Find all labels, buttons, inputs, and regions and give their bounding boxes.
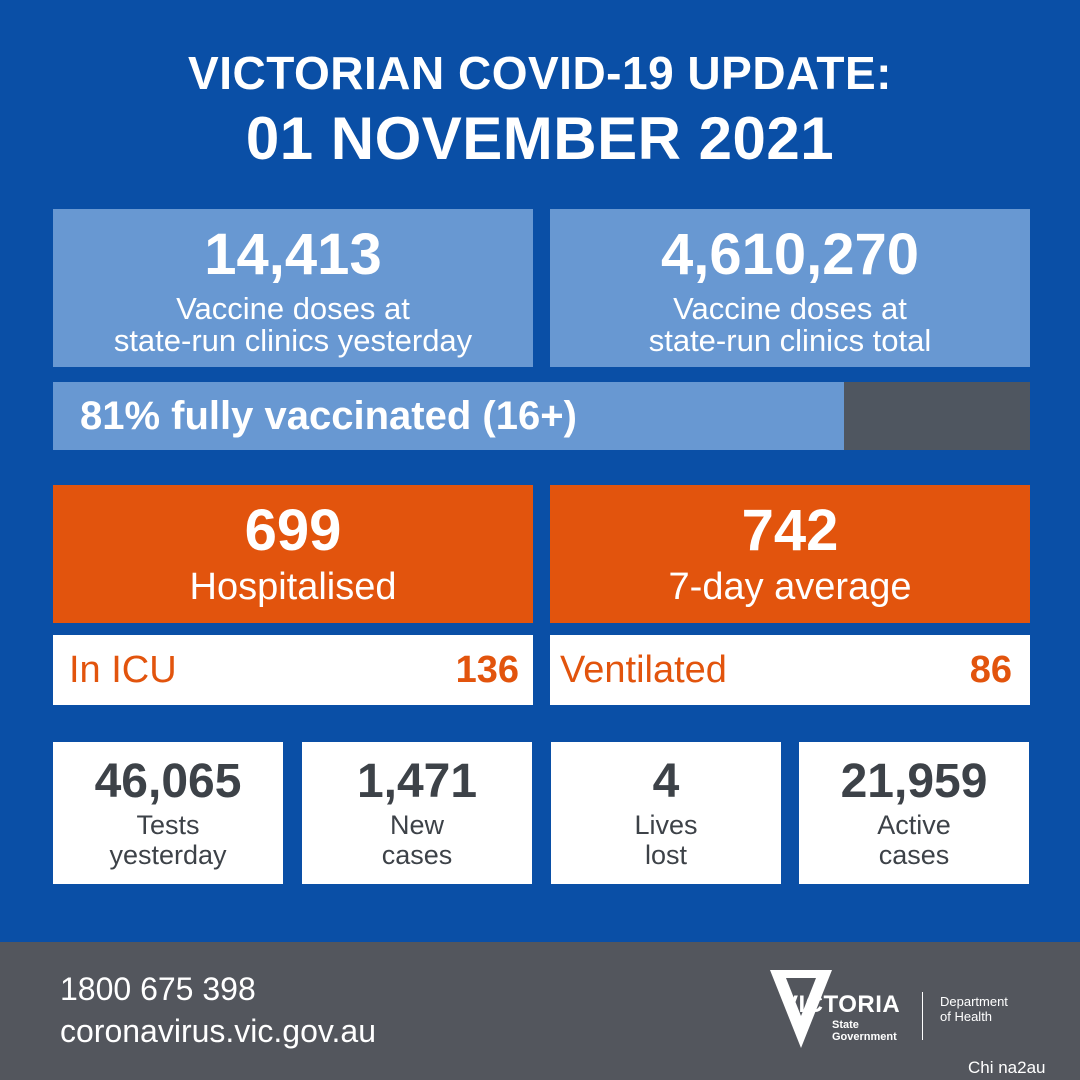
stat-card-lives-lost <box>551 742 781 884</box>
fully-vaccinated-text: 81% fully vaccinated (16+) <box>80 394 577 438</box>
title-line1: VICTORIAN COVID-19 UPDATE: <box>188 47 892 99</box>
hotline-phone[interactable]: 1800 675 398 <box>60 971 256 1007</box>
stat-label-1: Active <box>877 810 951 840</box>
stat-label-1: Tests <box>136 810 200 840</box>
logo-subtitle <box>832 1019 897 1043</box>
ventilated-strip <box>550 635 1030 705</box>
seven-day-average-value: 742 <box>741 498 839 563</box>
vaccine-doses-yesterday-label-2: state-run clinics yesterday <box>113 323 473 358</box>
stat-value: 1,471 <box>356 755 478 808</box>
footer-bar <box>0 942 1080 1080</box>
vaccine-doses-total-label-2: state-run clinics total <box>648 323 932 358</box>
fully-vaccinated-progress-bar <box>53 382 1030 450</box>
stat-label-2: cases <box>878 840 950 870</box>
stat-label-1: Lives <box>634 810 698 840</box>
stat-label-2: lost <box>644 840 688 870</box>
logo-wordmark: VICTORIA <box>782 991 901 1018</box>
stat-card-new-cases <box>302 742 532 884</box>
logo-subtitle-line1: State <box>832 1019 859 1031</box>
vaccine-doses-yesterday-value: 14,413 <box>204 222 382 287</box>
stat-value: 21,959 <box>840 755 988 808</box>
vaccine-doses-yesterday-label-1: Vaccine doses at <box>176 291 410 326</box>
website-link[interactable]: coronavirus.vic.gov.au <box>60 1013 376 1049</box>
logo-subtitle-line2: Government <box>832 1031 897 1043</box>
watermark: Chi na2au <box>968 1058 1046 1077</box>
stat-label-2: cases <box>381 840 453 870</box>
logo-divider <box>922 992 923 1040</box>
hospitalised-label: Hospitalised <box>189 566 397 608</box>
icu-value: 136 <box>455 649 519 691</box>
stat-label-2: yesterday <box>109 840 227 870</box>
vaccine-doses-total-card <box>550 209 1030 367</box>
vaccine-doses-yesterday-card <box>53 209 533 367</box>
title-date: 01 NOVEMBER 2021 <box>245 105 835 172</box>
hospitalised-card <box>53 485 533 623</box>
stat-label-1: New <box>389 810 444 840</box>
ventilated-value: 86 <box>969 649 1012 691</box>
seven-day-average-card <box>550 485 1030 623</box>
icu-label: In ICU <box>69 649 177 691</box>
department-name <box>940 994 1008 1024</box>
stat-card-tests <box>53 742 283 884</box>
seven-day-average-label: 7-day average <box>668 566 912 608</box>
vaccine-doses-total-value: 4,610,270 <box>660 222 920 287</box>
ventilated-label: Ventilated <box>560 649 727 691</box>
department-line2: of Health <box>940 1009 993 1024</box>
icu-strip <box>53 635 533 705</box>
stat-value: 46,065 <box>94 755 242 808</box>
stat-value: 4 <box>652 755 680 808</box>
department-line1: Department <box>940 994 1008 1009</box>
vaccine-doses-total-label-1: Vaccine doses at <box>673 291 907 326</box>
stat-card-active-cases <box>799 742 1029 884</box>
hospitalised-value: 699 <box>244 498 342 563</box>
